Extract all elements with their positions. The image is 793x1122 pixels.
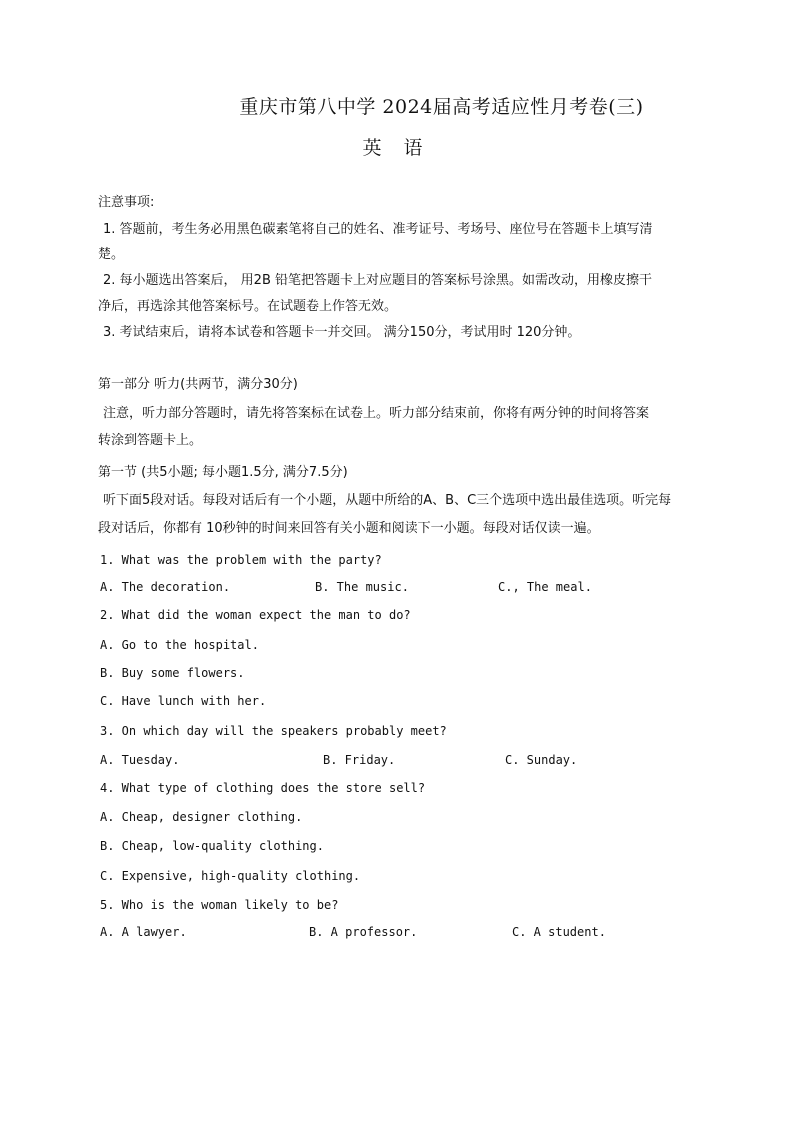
question-4-option-b: B. Cheap, low-quality clothing. <box>100 839 324 853</box>
section1-heading: 第一节 (共5小题; 每小题1.5分, 满分7.5分) <box>98 465 348 480</box>
question-4-option-c: C. Expensive, high-quality clothing. <box>100 869 361 883</box>
notice-item-2-line-2: 净后，再选涂其他答案标号。在试题卷上作答无效。 <box>98 299 398 314</box>
notice-item-1-line-1: 1. 答题前，考生务必用黑色碳素笔将自己的姓名、准考证号、考场号、座位号在答题卡上填写清 <box>103 222 653 237</box>
question-1-stem: 1. What was the problem with the party? <box>100 553 382 567</box>
question-2-option-a: A. Go to the hospital. <box>100 638 259 652</box>
question-5-stem: 5. Who is the woman likely to be? <box>100 898 339 912</box>
notice-item-2-line-1: 2. 每小题选出答案后， 用2B 铅笔把答题卡上对应题目的答案标号涂黑。如需改动，用橡皮擦干 <box>103 273 652 288</box>
question-1-option-a: A. The decoration. <box>100 580 231 594</box>
question-2-option-b: B. Buy some flowers. <box>100 666 245 680</box>
question-3-option-b: B. Friday. <box>323 753 396 767</box>
question-2-stem: 2. What did the woman expect the man to do? <box>100 608 411 622</box>
question-5-option-a: A. A lawyer. <box>100 925 187 939</box>
part1-note-line-2: 转涂到答题卡上。 <box>98 433 203 448</box>
part1-heading: 第一部分 听力(共两节，满分30分) <box>98 377 298 392</box>
question-3-option-a: A. Tuesday. <box>100 753 180 767</box>
question-1-option-b: B. The music. <box>315 580 409 594</box>
exam-subject: 英 语 <box>362 137 431 159</box>
question-5-option-c: C. A student. <box>512 925 606 939</box>
exam-title: 重庆市第八中学 2024届高考适应性月考卷(三) <box>239 96 644 118</box>
question-5-option-b: B. A professor. <box>309 925 418 939</box>
question-2-option-c: C. Have lunch with her. <box>100 694 267 708</box>
question-3-option-c: C. Sunday. <box>505 753 578 767</box>
question-4-stem: 4. What type of clothing does the store sell? <box>100 781 426 795</box>
notice-item-3: 3. 考试结束后，请将本试卷和答题卡一并交回。 满分150分，考试用时 120分钟。 <box>103 325 581 340</box>
notice-item-1-line-2: 楚。 <box>98 247 125 262</box>
section1-instructions-line-2: 段对话后，你都有 10秒钟的时间来回答有关小题和阅读下一小题。每段对话仅读一遍。 <box>98 521 600 536</box>
question-1-option-c: C., The meal. <box>498 580 592 594</box>
notice-heading: 注意事项: <box>98 195 155 210</box>
question-4-option-a: A. Cheap, designer clothing. <box>100 810 303 824</box>
part1-note-line-1: 注意，听力部分答题时，请先将答案标在试卷上。听力部分结束前，你将有两分钟的时间将答案 <box>103 406 650 421</box>
question-3-stem: 3. On which day will the speakers probably meet? <box>100 724 447 738</box>
section1-instructions-line-1: 听下面5段对话。每段对话后有一个小题，从题中所给的A、B、C三个选项中选出最佳选项。听完每 <box>103 493 672 508</box>
